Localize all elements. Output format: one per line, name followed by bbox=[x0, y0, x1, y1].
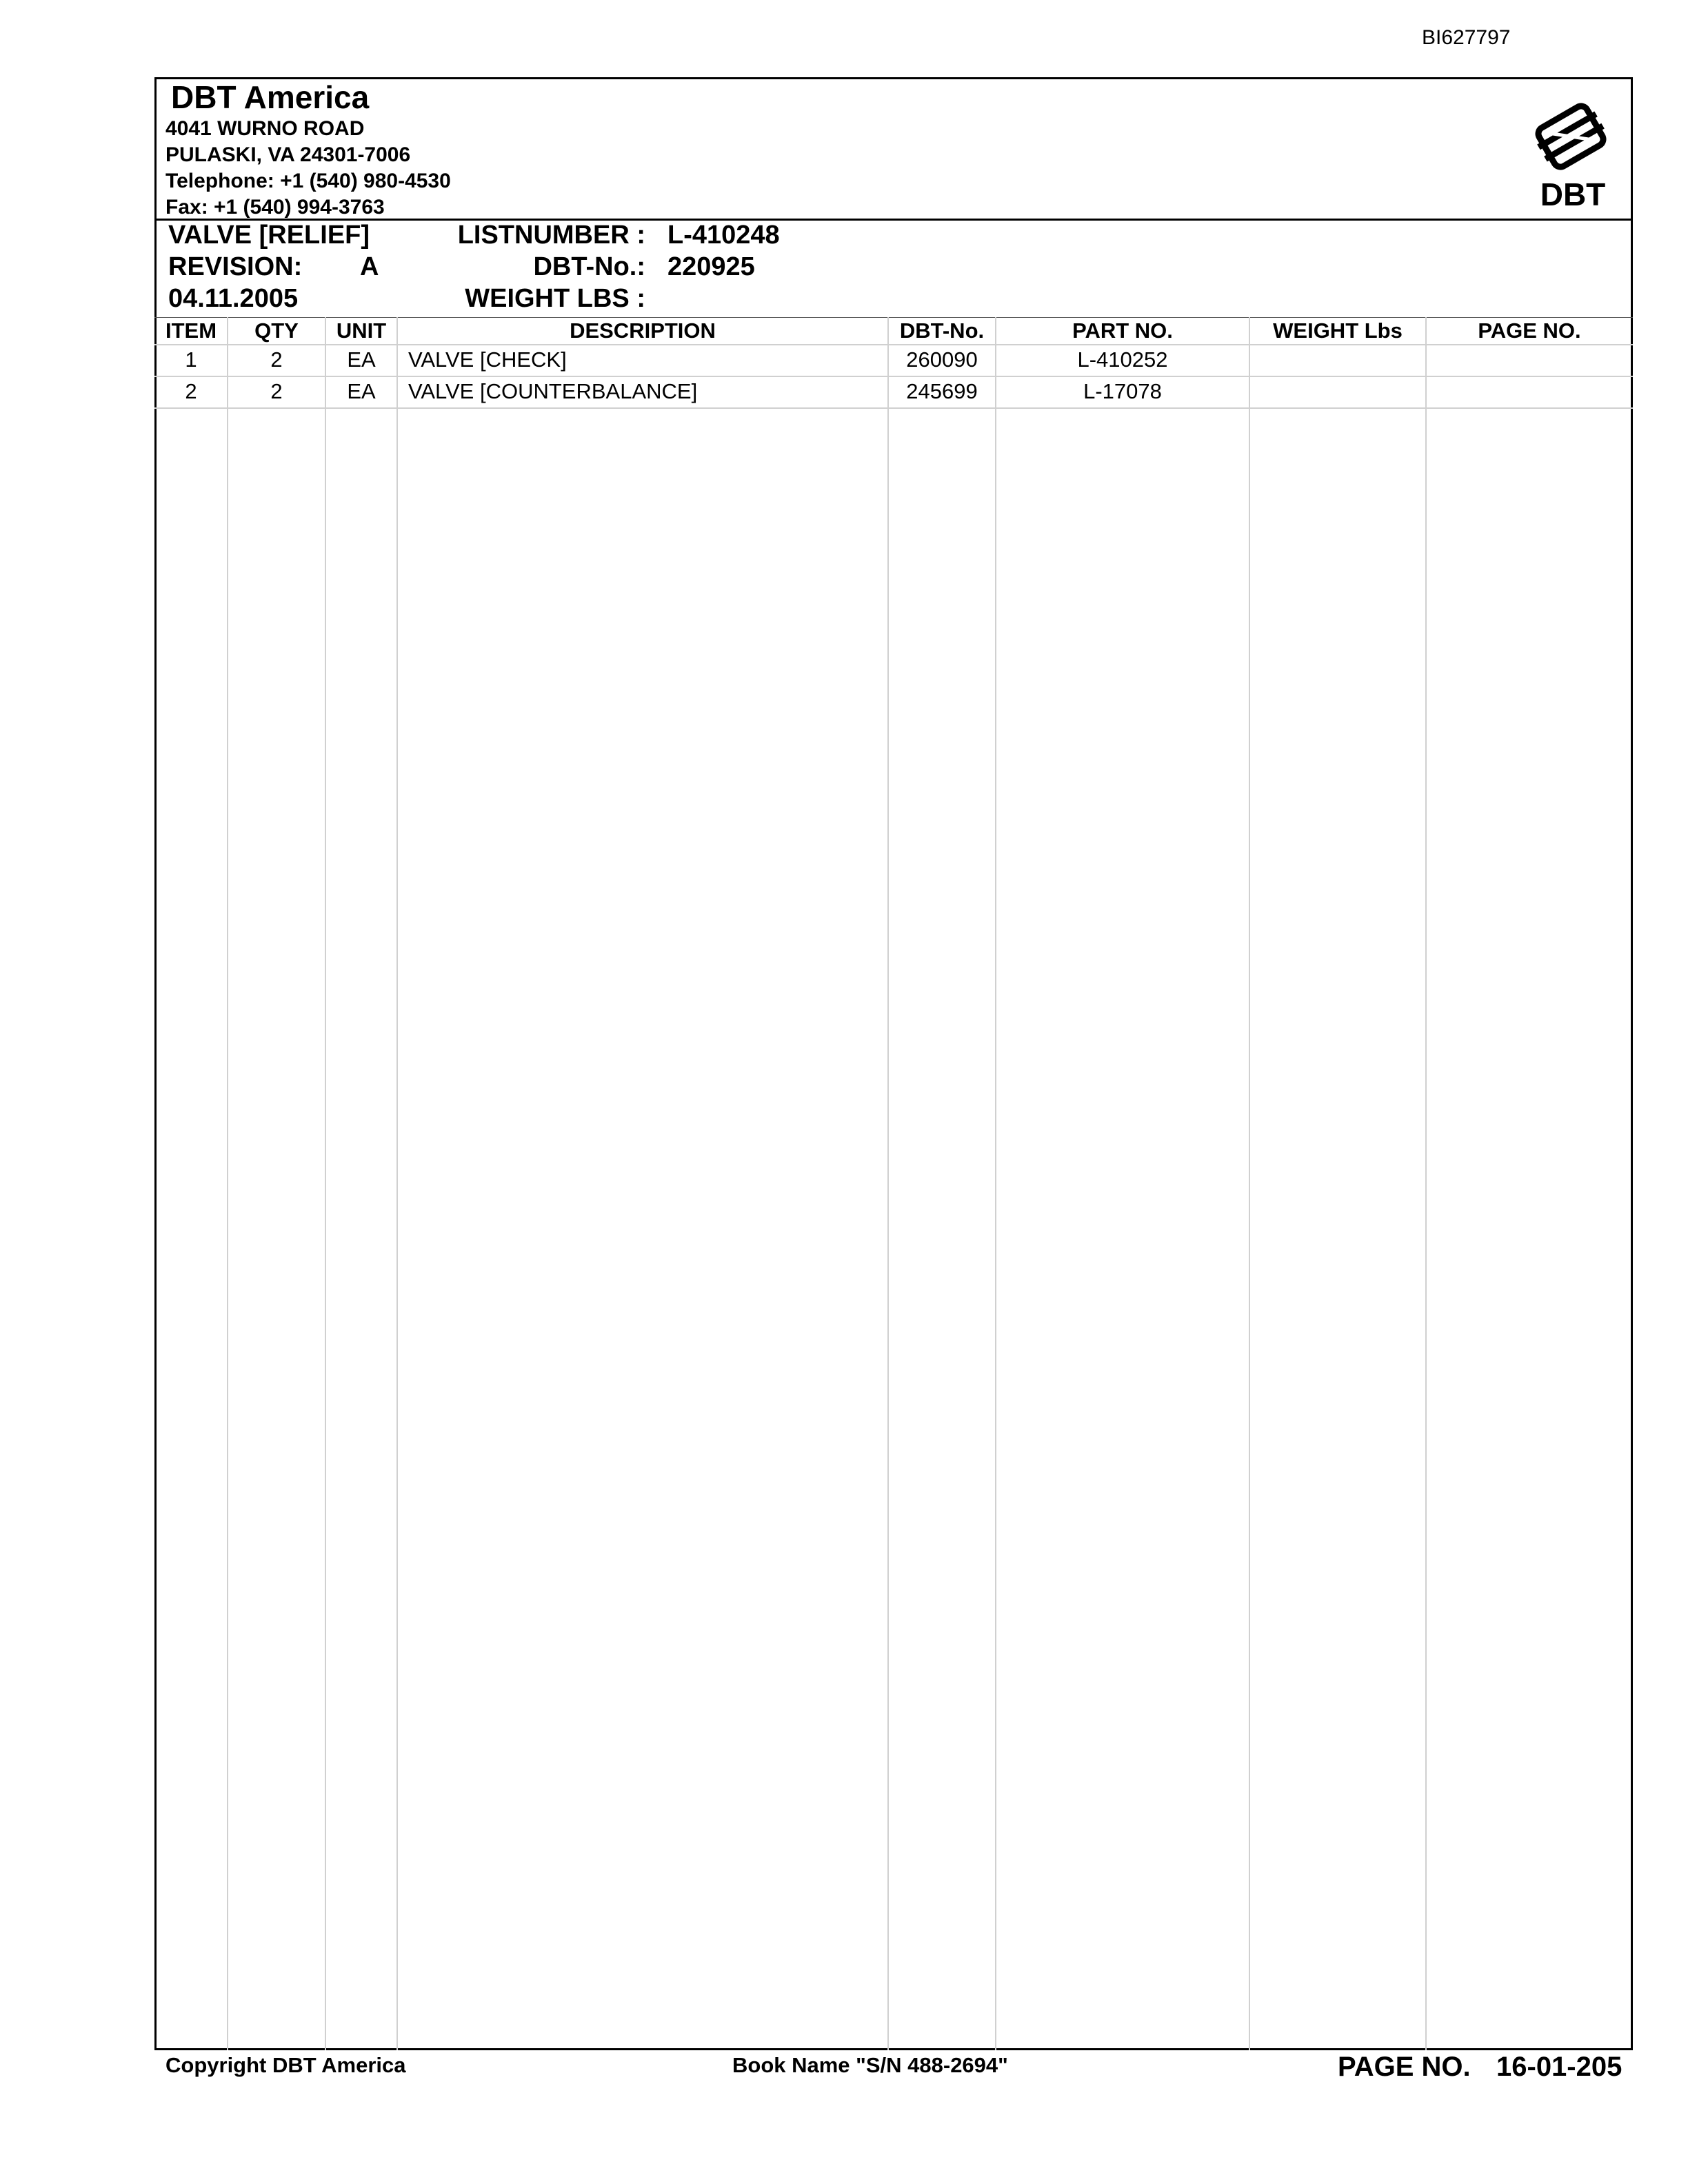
column-header-description: DESCRIPTION bbox=[570, 318, 716, 343]
copyright: Copyright DBT America bbox=[165, 2053, 406, 2077]
cell-item: 2 bbox=[185, 379, 197, 403]
dbt-logo-icon bbox=[1528, 94, 1618, 211]
address-line: PULASKI, VA 24301-7006 bbox=[165, 143, 411, 166]
book-name: Book Name "S/N 488-2694" bbox=[732, 2053, 1008, 2077]
column-header-weight: WEIGHT Lbs bbox=[1273, 318, 1403, 343]
column-header-page-no: PAGE NO. bbox=[1478, 318, 1581, 343]
cell-dbt-no: 245699 bbox=[906, 379, 978, 403]
column-header-unit: UNIT bbox=[336, 318, 387, 343]
cell-qty: 2 bbox=[270, 347, 283, 372]
address-line: 4041 WURNO ROAD bbox=[165, 117, 365, 140]
column-header-dbt-no: DBT-No. bbox=[899, 318, 985, 343]
dbt-no-label: DBT-No.: bbox=[533, 252, 645, 281]
weight-label: WEIGHT LBS : bbox=[465, 284, 645, 313]
revision-value: A bbox=[360, 252, 379, 281]
cell-qty: 2 bbox=[270, 379, 283, 403]
document-id: BI627797 bbox=[1422, 26, 1511, 49]
fax: Fax: +1 (540) 994-3763 bbox=[165, 196, 385, 219]
cell-item: 1 bbox=[185, 347, 197, 372]
page-no-label: PAGE NO. bbox=[1338, 2052, 1471, 2082]
dbt-no-value: 220925 bbox=[667, 252, 755, 281]
revision-label: REVISION: bbox=[168, 252, 303, 281]
listnumber-label: LISTNUMBER : bbox=[457, 221, 645, 250]
page-no-value: 16-01-205 bbox=[1496, 2052, 1622, 2082]
title-date: 04.11.2005 bbox=[168, 284, 299, 313]
cell-part-no: L-410252 bbox=[1077, 347, 1168, 372]
telephone: Telephone: +1 (540) 980-4530 bbox=[165, 170, 451, 192]
cell-unit: EA bbox=[347, 347, 376, 372]
company-name: DBT America bbox=[171, 79, 370, 115]
cell-unit: EA bbox=[347, 379, 376, 403]
cell-description: VALVE [CHECK] bbox=[408, 347, 567, 372]
listnumber-value: L-410248 bbox=[667, 221, 780, 250]
table-row bbox=[0, 345, 1688, 376]
cell-description: VALVE [COUNTERBALANCE] bbox=[408, 379, 698, 403]
column-header-qty: QTY bbox=[254, 318, 299, 343]
column-header-item: ITEM bbox=[165, 318, 217, 343]
cell-part-no: L-17078 bbox=[1083, 379, 1162, 403]
cell-dbt-no: 260090 bbox=[906, 347, 978, 372]
logo-text: DBT bbox=[1540, 176, 1606, 211]
column-header-part-no: PART NO. bbox=[1072, 318, 1173, 343]
title-name: VALVE [RELIEF] bbox=[168, 221, 370, 250]
table-row bbox=[0, 376, 1688, 408]
table-grid bbox=[154, 317, 1633, 2050]
